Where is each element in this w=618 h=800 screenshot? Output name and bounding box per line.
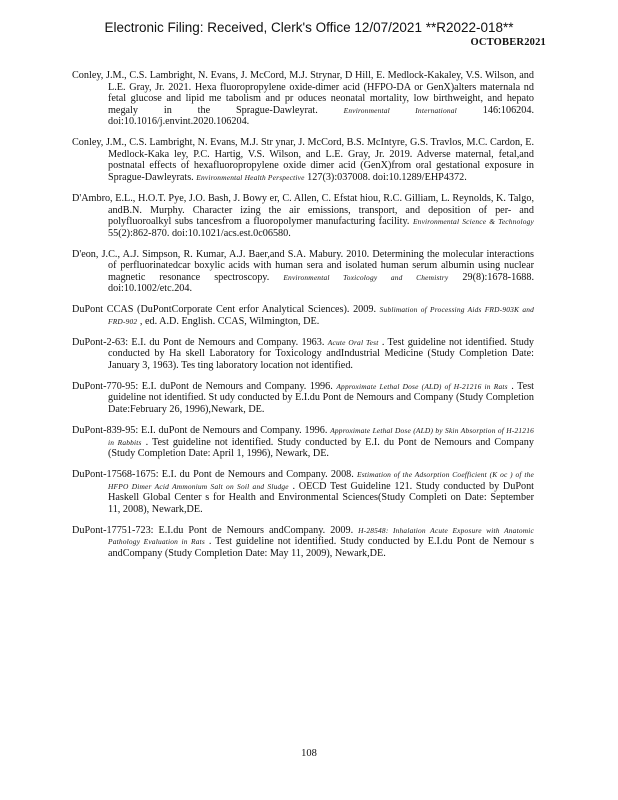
reference-journal: H-28548: Inhalation Acute Exposure with Anatomic Pathology Evaluation in Rats [108, 525, 534, 547]
reference-entry [72, 425, 534, 460]
reference-tail: . Test guideline not identified. Study conducted by E.I.du Pont de Nemour s andCompany (Study Completion Date: May 11, 2009), Newark,DE. [108, 536, 535, 559]
reference-entry [72, 525, 534, 560]
reference-tail: , ed. A.D. English. CCAS, Wilmington, DE. [137, 315, 320, 327]
reference-tail: . Test guideline not identified. St udy conducted by E.I.du Pont de Nemours and Company (Study Completion Date:February 26, 1996),Newark, DE. [108, 380, 534, 416]
reference-entry [72, 249, 534, 295]
reference-tail: 127(3):037008. doi:10.1289/EHP4372. [304, 172, 467, 184]
reference-journal: Approximate Lethal Dose (ALD) by Skin Absorption of H-21216 in Rabbits [108, 425, 534, 447]
reference-entry [72, 381, 534, 416]
reference-text: DuPont CCAS (DuPontCorporate Cent erfor Analytical Sciences). 2009. [72, 304, 380, 316]
page-number: 108 [301, 748, 317, 759]
reference-entry [72, 193, 534, 239]
reference-text: DuPont-839-95: E.I. duPont de Nemours and Company. 1996. [72, 424, 331, 436]
reference-tail: 146:106204. doi:10.1016/j.envint.2020.106204. [108, 104, 534, 128]
reference-text: D'Ambro, E.L., H.O.T. Pye, J.O. Bash, J. Bowy er, C. Allen, C. Efstat hiou, R.C. Gilliam, L. Reynolds, K. Talgo, andB.N. Murphy. Character izing the air emissions, transport, and deposition of per- and polyfluoroalkyl subs tancesfrom a fluoropolymer manufacturing facility. [72, 192, 534, 228]
reference-journal: Estimation of the Adsorption Coefficient (K oc ) of the HFPO Dimer Acid Ammonium Salt on Soil and Sludge [108, 470, 534, 491]
reference-journal: Environmental Health Perspective [196, 173, 305, 183]
reference-journal: Sublimation of Processing Aids FRD-903K and FRD-902 [108, 305, 535, 326]
reference-journal: Environmental International [343, 105, 457, 115]
reference-text: Conley, J.M., C.S. Lambright, N. Evans, J. McCord, M.J. Strynar, D Hill, E. Medlock-Kakaley, V.S. Wilson, and L.E. Gray, Jr. 2021. Hexa fluoropropylene oxide-dimer acid (HFPO-DA or GenX)alters maternala nd fetal glucose and lipid me tabolism and pr oduces neonatal mortality, low birthweight, and hepato megaly in the Sprague-Dawleyrat. [72, 70, 534, 116]
header-date: OCTOBER2021 [470, 37, 546, 48]
reference-journal: Acute Oral Test [327, 337, 379, 347]
reference-entry [72, 304, 534, 327]
reference-text: DuPont-770-95: E.I. duPont de Nemours and Company. 1996. [72, 380, 337, 392]
reference-text: D'eon, J.C., A.J. Simpson, R. Kumar, A.J. Baer,and S.A. Mabury. 2010. Determining the molecular interactions of perfluorinatedcar boxylic acids with human sera and isolated human serum albumin using nuclear magnetic resonance spectroscopy. [72, 248, 534, 283]
reference-entry [72, 469, 534, 515]
reference-tail: . OECD Test Guideline 121. Study conducted by DuPont Haskell Global Center s for Health and Environmental Sciences(Study Completi on Date: September 11, 2008), Newark,DE. [108, 480, 534, 515]
reference-journal: Approximate Lethal Dose (ALD) of H-21216 in Rats [336, 381, 508, 391]
reference-text: DuPont-17751-723: E.I.du Pont de Nemours andCompany. 2009. [72, 524, 359, 536]
reference-entry [72, 137, 534, 183]
reference-text: Conley, J.M., C.S. Lambright, N. Evans, M.J. Str ynar, J. McCord, B.S. McIntyre, G.S. Travlos, M.C. Cardon, E. Medlock-Kaka ley, P.C. Hartig, V.S. Wilson, and L.E. Gray, Jr. 2019. Adverse maternal, fetal,and postnatal effects of hexafluoropropylene oxide dimer acid (GenX)from oral gestational exposure in Sprague-Dawleyrats. [72, 137, 534, 184]
reference-text: DuPont-17568-1675: E.I. du Pont de Nemours and Company. 2008. [72, 469, 357, 480]
reference-list [72, 70, 534, 569]
reference-entry [72, 70, 534, 128]
reference-tail: 29(8):1678-1688. doi:10.1002/etc.204. [108, 271, 534, 295]
filing-header: Electronic Filing: Received, Clerk's Office 12/07/2021 **R2022-018** [104, 20, 514, 35]
reference-text: DuPont-2-63: E.I. du Pont de Nemours and Company. 1963. [72, 336, 328, 348]
reference-tail: . Test guideline not identified. Study conducted by E.I. du Pont de Nemours and Company (Study Completion Date: April 1, 1996), Newark, DE. [108, 436, 534, 460]
reference-entry [72, 337, 534, 372]
reference-journal: Environmental Toxicology and Chemistry [283, 272, 449, 282]
reference-tail: 55(2):862-870. doi:10.1021/acs.est.0c06580. [108, 227, 291, 239]
reference-tail: . Test guideline not identified. Study conducted by Ha skell Laboratory for Toxicology andIndustrial Medicine (Study Completion Date: January 3, 1963). Tes ting laboratory location not identified. [108, 336, 535, 371]
reference-journal: Environmental Science & Technology [412, 217, 535, 227]
